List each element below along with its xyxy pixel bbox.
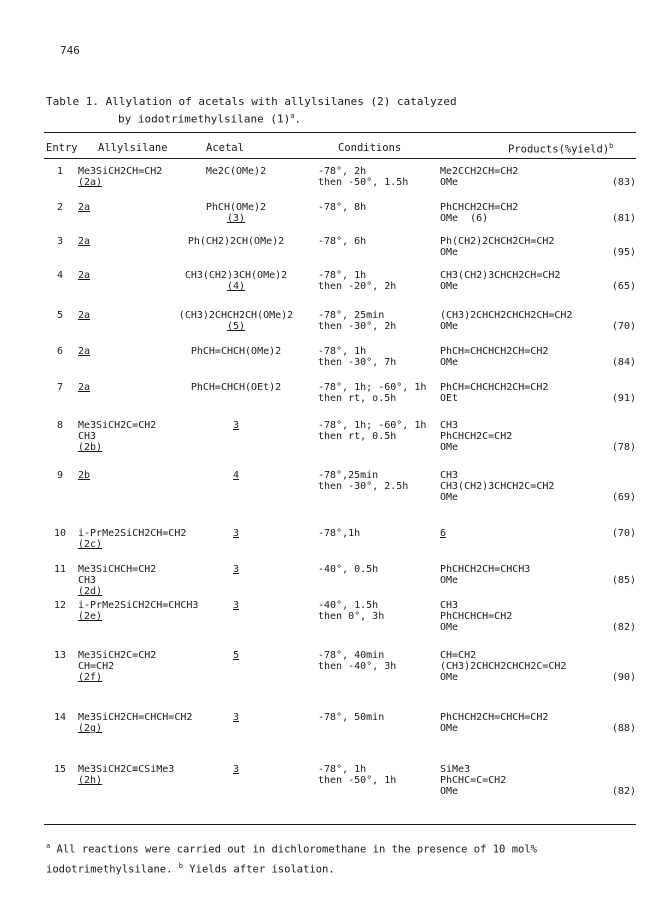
allylsilane-cell-line: (2e) xyxy=(78,611,103,622)
footnote-a-text: All reactions were carried out in dichloromethane in the presence of 10 mol% iodotrimethylsilane. xyxy=(46,843,537,875)
caption-footnote-mark: a xyxy=(290,112,295,120)
product-cell-line: OMe xyxy=(440,357,459,368)
conditions-cell-line: -78°, 1h xyxy=(318,764,367,775)
conditions-cell-line: then -40°, 3h xyxy=(318,661,397,672)
entry-number: 11 xyxy=(53,564,67,575)
product-cell xyxy=(440,528,636,539)
conditions-cell-line: then rt, 0.5h xyxy=(318,431,397,442)
header-acetal: Acetal xyxy=(206,142,244,154)
product-cell-line: OEt xyxy=(440,393,459,404)
acetal-cell xyxy=(160,382,312,393)
header-products: Products(%yield)$^b$ xyxy=(508,142,614,156)
allylsilane-cell-line: 2a xyxy=(78,202,91,213)
product-cell-line: (CH3)2CHCH2CHCH2CH=CH2 xyxy=(440,310,573,321)
entry-number: 13 xyxy=(53,650,67,661)
allylsilane-cell-line: i-PrMe2SiCH2CH=CH2 xyxy=(78,528,187,539)
product-cell-line: OMe xyxy=(440,442,459,453)
product-cell-line: OMe xyxy=(440,281,459,292)
conditions-cell-line: -78°, 1h xyxy=(318,346,367,357)
product-cell-line: SiMe3 xyxy=(440,764,471,775)
product-cell-line: PhCHCHCH=CH2 xyxy=(440,611,513,622)
allylsilane-cell-line: 2a xyxy=(78,270,91,281)
yield-value: (70) xyxy=(611,528,636,539)
allylsilane-cell-line: i-PrMe2SiCH2CH=CHCH3 xyxy=(78,600,199,611)
allylsilane-cell-line: 2a xyxy=(78,310,91,321)
page-number: 746 xyxy=(60,44,80,57)
product-cell-line: PhCH=CHCHCH2CH=CH2 xyxy=(440,346,549,357)
product-cell-line: OMe xyxy=(440,575,459,586)
yield-value: (78) xyxy=(611,442,636,453)
acetal-cell xyxy=(160,712,312,723)
entry-number: 8 xyxy=(56,420,64,431)
acetal-cell xyxy=(160,202,312,224)
acetal-cell-line: 3 xyxy=(232,712,240,723)
acetal-cell-line: 4 xyxy=(232,470,240,481)
product-cell xyxy=(440,712,636,734)
conditions-cell-line: -78°, 1h xyxy=(318,270,367,281)
yield-value: (83) xyxy=(611,177,636,188)
footnote-b-mark: b xyxy=(178,861,183,870)
product-cell-line: PhCHCH2CH=CHCH=CH2 xyxy=(440,712,549,723)
acetal-cell xyxy=(160,528,312,539)
yield-value: (82) xyxy=(611,622,636,633)
conditions-cell-line: -78°, 50min xyxy=(318,712,385,723)
acetal-cell xyxy=(160,236,312,247)
allylsilane-cell-line: Me3SiCH2CH=CH2 xyxy=(78,166,163,177)
conditions-cell-line: then -20°, 2h xyxy=(318,281,397,292)
product-cell-line: PhCHC=C=CH2 xyxy=(440,775,507,786)
header-allylsilane: Allylsilane xyxy=(98,142,168,154)
entry-number: 3 xyxy=(56,236,64,247)
product-cell xyxy=(440,166,636,188)
conditions-cell-line: -78°, 8h xyxy=(318,202,367,213)
allylsilane-cell-line: Me3SiCH2C≡CSiMe3 xyxy=(78,764,175,775)
conditions-cell-line: then -30°, 2h xyxy=(318,321,397,332)
product-cell xyxy=(440,420,636,453)
acetal-cell-line: 3 xyxy=(232,564,240,575)
entry-number: 12 xyxy=(53,600,67,611)
product-cell xyxy=(440,346,636,368)
conditions-cell-line: -40°, 0.5h xyxy=(318,564,379,575)
acetal-cell-line: (3) xyxy=(226,213,246,224)
table-footnotes xyxy=(46,838,646,877)
product-cell xyxy=(440,650,636,683)
allylsilane-cell-line: CH3 xyxy=(78,431,97,442)
yield-value: (82) xyxy=(611,786,636,797)
allylsilane-cell-line: 2a xyxy=(78,382,91,393)
product-cell-line: PhCHCH2CH=CH2 xyxy=(440,202,519,213)
product-cell-line: Ph(CH2)2CHCH2CH=CH2 xyxy=(440,236,555,247)
entry-number: 7 xyxy=(56,382,64,393)
acetal-cell xyxy=(160,650,312,661)
yield-value: (69) xyxy=(611,492,636,503)
conditions-cell-line: then 0°, 3h xyxy=(318,611,385,622)
yield-value: (81) xyxy=(611,213,636,224)
acetal-cell-line: Ph(CH2)2CH(OMe)2 xyxy=(187,236,285,247)
product-cell xyxy=(440,564,636,586)
product-cell xyxy=(440,236,636,258)
allylsilane-cell-line: 2a xyxy=(78,346,91,357)
allylsilane-cell-line: Me3SiCHCH=CH2 xyxy=(78,564,157,575)
caption-line-1: Table 1. Allylation of acetals with allylsilanes (2) catalyzed xyxy=(46,95,457,108)
entry-number: 14 xyxy=(53,712,67,723)
entry-number: 15 xyxy=(53,764,67,775)
footnote-b-text: Yields after isolation. xyxy=(182,863,335,875)
conditions-cell-line: then rt, o.5h xyxy=(318,393,397,404)
caption-line-2: by iodotrimethylsilane $(1)^a$. xyxy=(118,112,302,126)
product-cell-line: OMe xyxy=(440,622,459,633)
acetal-cell-line: (5) xyxy=(226,321,246,332)
yield-value: (85) xyxy=(611,575,636,586)
product-cell-line: 6 xyxy=(440,528,447,539)
acetal-cell-line: 3 xyxy=(232,764,240,775)
product-cell xyxy=(440,764,636,797)
yield-value: (65) xyxy=(611,281,636,292)
product-cell xyxy=(440,382,636,404)
acetal-cell-line: 3 xyxy=(232,420,240,431)
product-cell-line: CH3 xyxy=(440,470,459,481)
product-cell-line: CH3(CH2)3CHCH2CH=CH2 xyxy=(440,270,561,281)
allylsilane-cell-line: (2a) xyxy=(78,177,103,188)
acetal-cell-line: 3 xyxy=(232,600,240,611)
entry-number: 1 xyxy=(56,166,64,177)
product-cell-line: PhCHCH2C=CH2 xyxy=(440,431,513,442)
product-cell-line: OMe xyxy=(440,723,459,734)
product-cell-line: PhCHCH2CH=CHCH3 xyxy=(440,564,531,575)
acetal-cell-line: PhCH=CHCH(OEt)2 xyxy=(190,382,282,393)
entry-number: 4 xyxy=(56,270,64,281)
conditions-cell-line: -40°, 1.5h xyxy=(318,600,379,611)
product-cell-line: OMe xyxy=(440,247,459,258)
yield-value: (84) xyxy=(611,357,636,368)
product-cell xyxy=(440,270,636,292)
acetal-cell-line: 3 xyxy=(232,528,240,539)
acetal-cell-line: 5 xyxy=(232,650,240,661)
table-caption xyxy=(46,94,457,127)
table-top-rule xyxy=(44,132,636,133)
allylsilane-cell-line: Me3SiCH2C=CH2 xyxy=(78,420,157,431)
product-cell xyxy=(440,310,636,332)
conditions-cell-line: -78°,25min xyxy=(318,470,379,481)
product-cell-line: OMe xyxy=(440,177,459,188)
product-cell xyxy=(440,600,636,633)
yield-value: (90) xyxy=(611,672,636,683)
product-cell xyxy=(440,202,636,224)
acetal-cell xyxy=(160,346,312,357)
product-cell-line: OMe xyxy=(440,321,459,332)
footnote-a-mark: a xyxy=(46,842,51,850)
product-cell-line: (CH3)2CHCH2CHCH2C=CH2 xyxy=(440,661,567,672)
acetal-cell-line: Me2C(OMe)2 xyxy=(205,166,267,177)
conditions-cell-line: then -30°, 7h xyxy=(318,357,397,368)
allylsilane-cell-line: CH=CH2 xyxy=(78,661,115,672)
header-conditions: Conditions xyxy=(338,142,402,154)
acetal-cell xyxy=(160,166,312,177)
conditions-cell-line: -78°, 2h xyxy=(318,166,367,177)
conditions-cell-line: -78°, 1h; -60°, 1h xyxy=(318,382,427,393)
yield-value: (91) xyxy=(611,393,636,404)
acetal-cell-line: PhCH=CHCH(OMe)2 xyxy=(190,346,282,357)
allylsilane-cell-line: 2b xyxy=(78,470,91,481)
header-entry: Entry xyxy=(46,142,78,154)
conditions-cell-line: -78°, 25min xyxy=(318,310,385,321)
conditions-cell-line: -78°, 6h xyxy=(318,236,367,247)
table-bottom-rule xyxy=(44,824,636,825)
allylsilane-cell-line: (2b) xyxy=(78,442,103,453)
acetal-cell-line: PhCH(OMe)2 xyxy=(205,202,267,213)
acetal-cell xyxy=(160,764,312,775)
allylsilane-cell-line: 2a xyxy=(78,236,91,247)
product-cell-line: PhCH=CHCHCH2CH=CH2 xyxy=(440,382,549,393)
entry-number: 9 xyxy=(56,470,64,481)
conditions-cell-line: -78°, 40min xyxy=(318,650,385,661)
allylsilane-cell-line: (2f) xyxy=(78,672,103,683)
header-products-mark: b xyxy=(609,142,614,150)
acetal-cell xyxy=(160,600,312,611)
allylsilane-cell-line: (2h) xyxy=(78,775,103,786)
product-cell-line: CH=CH2 xyxy=(440,650,477,661)
conditions-cell-line: -78°, 1h; -60°, 1h xyxy=(318,420,427,431)
acetal-cell-line: (CH3)2CHCH2CH(OMe)2 xyxy=(178,310,294,321)
product-cell xyxy=(440,470,636,503)
conditions-cell-line: -78°,1h xyxy=(318,528,361,539)
conditions-cell-line: then -50°, 1h xyxy=(318,775,397,786)
product-cell-line: OMe xyxy=(440,786,459,797)
product-cell-line: OMe xyxy=(440,672,459,683)
acetal-cell xyxy=(160,564,312,575)
acetal-cell xyxy=(160,310,312,332)
yield-value: (70) xyxy=(611,321,636,332)
allylsilane-cell-line: Me3SiCH2CH=CHCH=CH2 xyxy=(78,712,193,723)
product-cell-line: CH3(CH2)3CHCH2C=CH2 xyxy=(440,481,555,492)
entry-number: 5 xyxy=(56,310,64,321)
acetal-cell xyxy=(160,470,312,481)
yield-value: (95) xyxy=(611,247,636,258)
acetal-cell xyxy=(160,420,312,431)
allylsilane-cell-line: Me3SiCH2C=CH2 xyxy=(78,650,157,661)
entry-number: 10 xyxy=(53,528,67,539)
conditions-cell-line: then -30°, 2.5h xyxy=(318,481,409,492)
acetal-cell xyxy=(160,270,312,292)
allylsilane-cell-line: CH3 xyxy=(78,575,97,586)
allylsilane-cell-line: (2d) xyxy=(78,586,103,597)
product-cell-line: CH3 xyxy=(440,420,459,431)
product-cell-line: OMe (6) xyxy=(440,213,489,224)
acetal-cell-line: (4) xyxy=(226,281,246,292)
product-cell-line: Me2CCH2CH=CH2 xyxy=(440,166,519,177)
entry-number: 2 xyxy=(56,202,64,213)
table-header-rule xyxy=(44,158,636,159)
allylsilane-cell-line: (2c) xyxy=(78,539,103,550)
product-cell-line: CH3 xyxy=(440,600,459,611)
entry-number: 6 xyxy=(56,346,64,357)
acetal-cell-line: CH3(CH2)3CH(OMe)2 xyxy=(184,270,288,281)
allylsilane-cell-line: (2g) xyxy=(78,723,103,734)
conditions-cell-line: then -50°, 1.5h xyxy=(318,177,409,188)
product-cell-line: OMe xyxy=(440,492,459,503)
yield-value: (88) xyxy=(611,723,636,734)
